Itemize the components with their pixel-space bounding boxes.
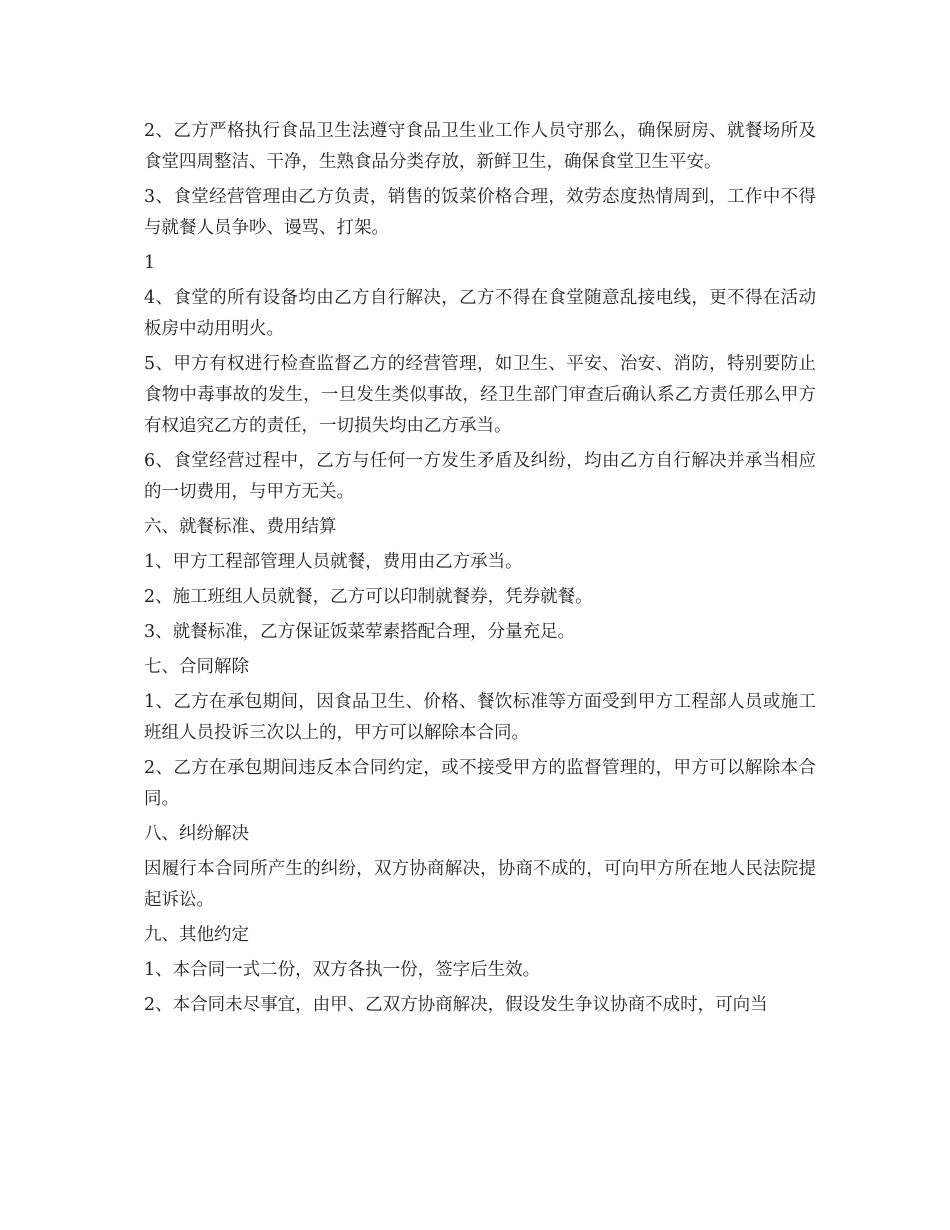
clause-4-equipment: 4、食堂的所有设备均由乙方自行解决，乙方不得在食堂随意乱接电线，更不得在活动板房中动用明火。 [144,288,816,339]
section-heading-7: 七、合同解除 [144,657,249,677]
section-heading-6: 六、就餐标准、费用结算 [144,517,337,537]
section-9-item-1: 1、本合同一式二份，双方各执一份，签字后生效。 [144,960,541,980]
section-6-item-2: 2、施工班组人员就餐，乙方可以印制就餐券，凭券就餐。 [144,587,593,607]
section-heading-9: 九、其他约定 [144,925,249,945]
clause-6-disputes: 6、食堂经营过程中，乙方与任何一方发生矛盾及纠纷，均由乙方自行解决并承当相应的一切费用，与甲方无关。 [144,451,816,502]
page-number: 1 [144,253,156,273]
section-7-item-2: 2、乙方在承包期间违反本合同约定，或不接受甲方的监督管理的，甲方可以解除本合同。 [144,758,816,809]
section-6-item-1: 1、甲方工程部管理人员就餐，费用由乙方承当。 [144,552,523,572]
clause-2-hygiene: 2、乙方严格执行食品卫生法遵守食品卫生业工作人员守那么，确保厨房、就餐场所及食堂四周整洁、干净，生熟食品分类存放，新鲜卫生，确保食堂卫生平安。 [144,121,816,172]
clause-3-management: 3、食堂经营管理由乙方负责，销售的饭菜价格合理，效劳态度热情周到，工作中不得与就餐人员争吵、谩骂、打架。 [144,187,816,238]
section-8-text: 因履行本合同所产生的纠纷，双方协商解决，协商不成的，可向甲方所在地人民法院提起诉讼。 [144,859,816,910]
section-6-item-3: 3、就餐标准，乙方保证饭菜荤素搭配合理，分量充足。 [144,622,576,642]
section-9-item-2: 2、本合同未尽事宜，由甲、乙双方协商解决，假设发生争议协商不成时，可向当 [144,995,768,1015]
section-heading-8: 八、纠纷解决 [144,824,249,844]
section-7-item-1: 1、乙方在承包期间，因食品卫生、价格、餐饮标准等方面受到甲方工程部人员或施工班组人员投诉三次以上的，甲方可以解除本合同。 [144,692,816,743]
clause-5-supervision: 5、甲方有权进行检查监督乙方的经营管理，如卫生、平安、治安、消防，特别要防止食物中毒事故的发生，一旦发生类似事故，经卫生部门审查后确认系乙方责任那么甲方有权追究乙方的责任，一切损失均由乙方承当。 [144,354,816,436]
document-body [144,116,816,1025]
